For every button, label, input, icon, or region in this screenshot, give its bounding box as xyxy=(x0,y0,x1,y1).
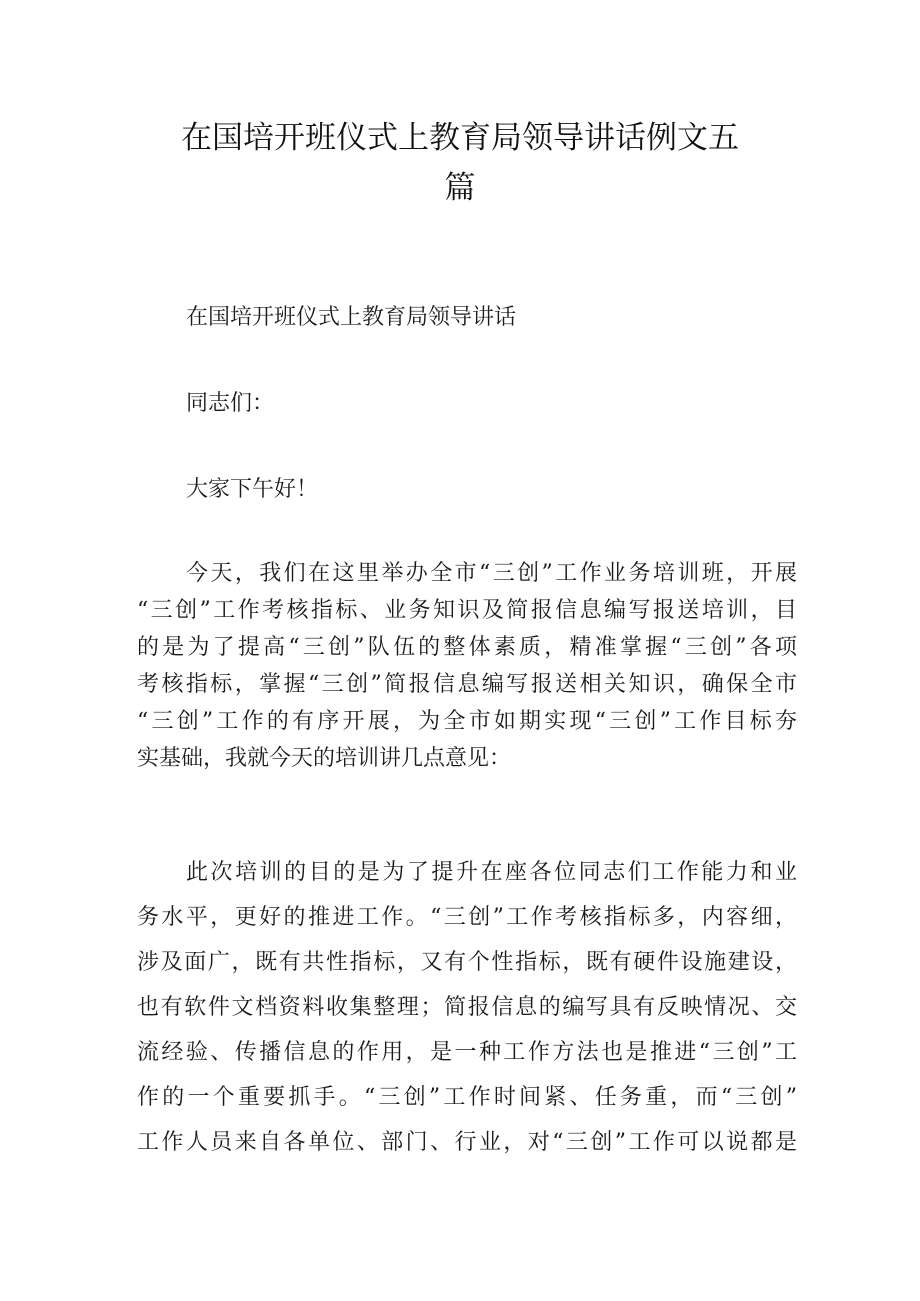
paragraph-1-line: 的是为了提高“三创”队伍的整体素质，精准掌握“三创”各项 xyxy=(137,635,797,660)
paragraph-1-line: “三创”工作考核指标、业务知识及简报信息编写报送培训，目 xyxy=(137,598,797,623)
document-title-line1: 在国培开班仪式上教育局领导讲话例文五 xyxy=(181,120,739,156)
paragraph-2-line: 也有软件文档资料收集整理；简报信息的编写具有反映情况、交 xyxy=(137,995,797,1020)
paragraph-1-line: 今天，我们在这里举办全市“三创”工作业务培训班，开展 xyxy=(186,561,797,586)
greeting: 同志们： xyxy=(186,391,275,416)
salutation: 大家下午好！ xyxy=(186,477,319,502)
paragraph-2-line: 工作人员来自各单位、部门、行业，对“三创”工作可以说都是 xyxy=(137,1130,797,1155)
paragraph-1-line: 实基础，我就今天的培训讲几点意见： xyxy=(137,746,512,771)
paragraph-2-line: 作的一个重要抓手。“三创”工作时间紧、任务重，而“三创” xyxy=(137,1085,797,1110)
paragraph-2-line: 务水平，更好的推进工作。“三创”工作考核指标多，内容细， xyxy=(137,905,797,930)
document-title-line2: 篇 xyxy=(444,170,476,206)
paragraph-2-line: 此次培训的目的是为了提升在座各位同志们工作能力和业 xyxy=(186,860,797,885)
subtitle: 在国培开班仪式上教育局领导讲话 xyxy=(186,305,517,330)
paragraph-1-line: “三创”工作的有序开展，为全市如期实现“三创”工作目标夯 xyxy=(137,709,797,734)
paragraph-1 xyxy=(137,558,797,771)
paragraph-1-line: 考核指标，掌握“三创”简报信息编写报送相关知识，确保全市 xyxy=(137,672,797,697)
paragraph-2-line: 流经验、传播信息的作用，是一种工作方法也是推进“三创”工 xyxy=(137,1040,797,1065)
paragraph-2 xyxy=(137,857,797,1157)
paragraph-2-line: 涉及面广，既有共性指标，又有个性指标，既有硬件设施建设， xyxy=(137,950,797,975)
